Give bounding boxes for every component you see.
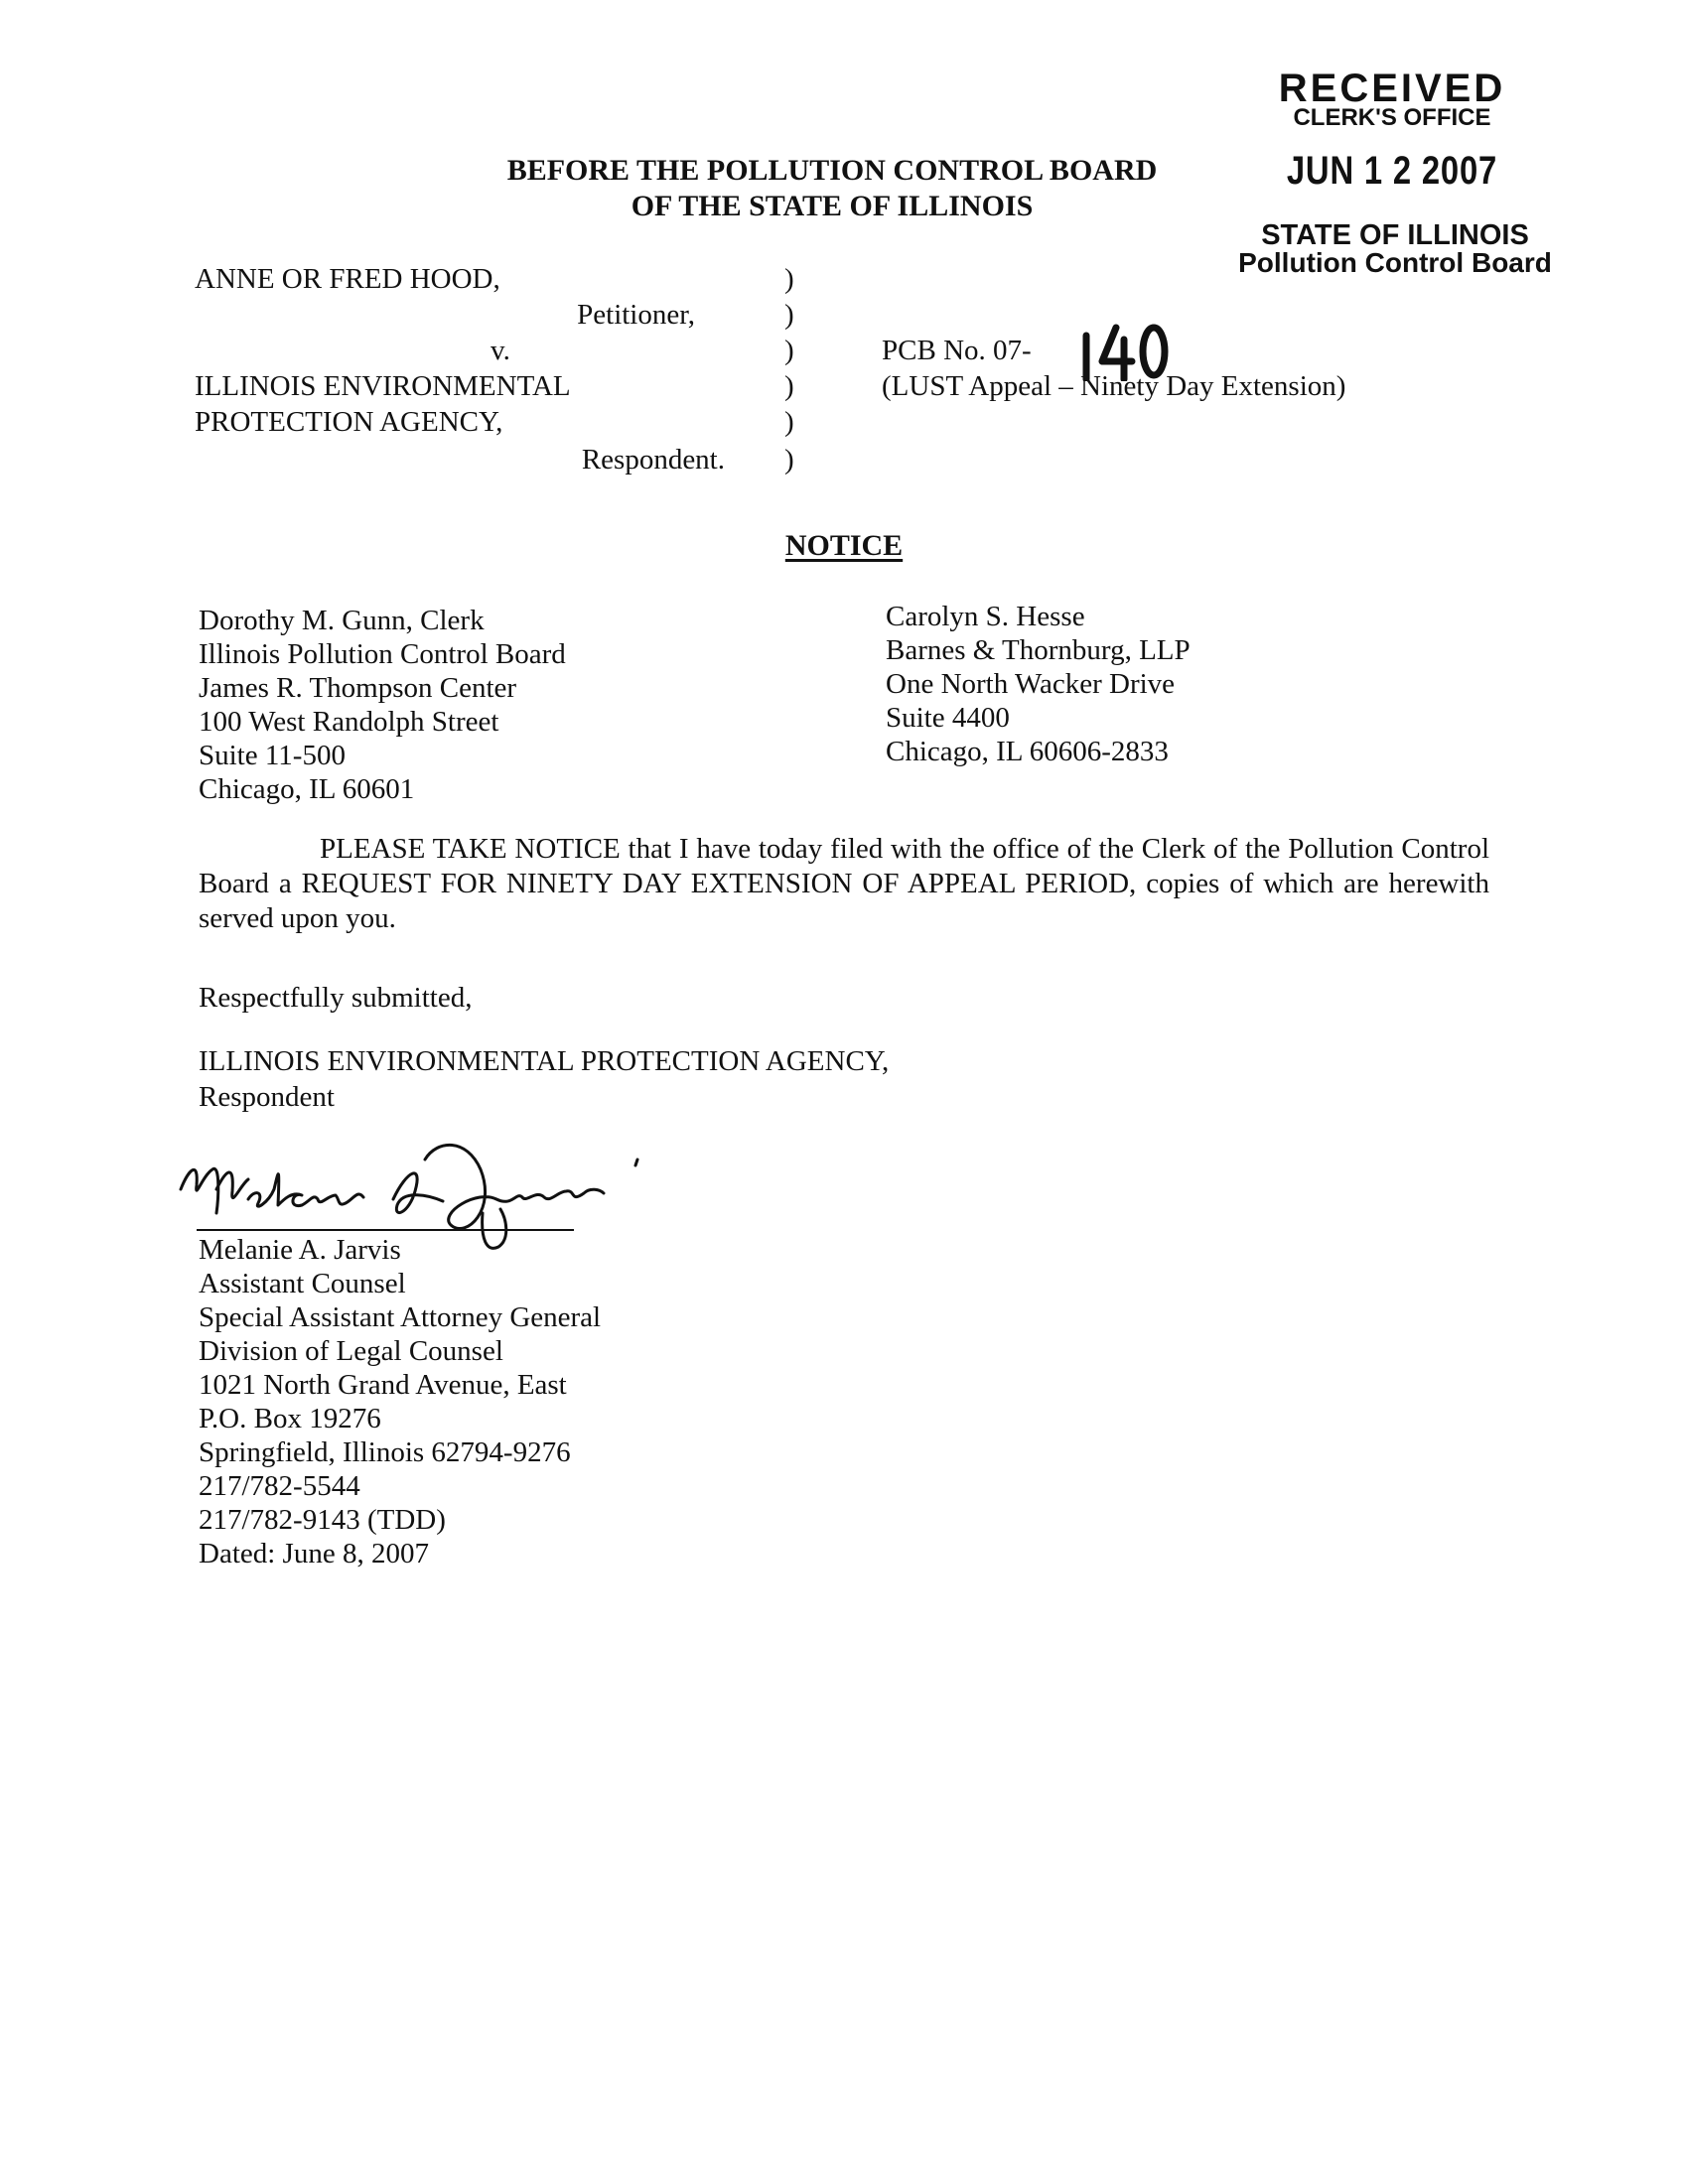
addressee-line: Carolyn S. Hesse	[886, 601, 1085, 632]
respondent-line-1: ILLINOIS ENVIRONMENTAL	[195, 370, 571, 402]
closing-agency: ILLINOIS ENVIRONMENTAL PROTECTION AGENCY,	[199, 1045, 890, 1077]
heading-line-1: BEFORE THE POLLUTION CONTROL BOARD	[506, 154, 1158, 187]
heading-line-2: OF THE STATE OF ILLINOIS	[631, 190, 1034, 222]
signer-line: Division of Legal Counsel	[199, 1335, 503, 1367]
addressee-line: 100 West Randolph Street	[199, 706, 499, 738]
stamp-clerks-office: CLERK'S OFFICE	[1293, 104, 1491, 131]
versus: v.	[491, 335, 510, 366]
signer-dated: Dated: June 8, 2007	[199, 1538, 429, 1570]
addressee-line: Chicago, IL 60601	[199, 773, 415, 805]
petitioner-name: ANNE OR FRED HOOD,	[195, 263, 500, 295]
caption-paren: )	[784, 263, 794, 295]
notice-title: NOTICE	[784, 529, 904, 562]
signer-line: 217/782-5544	[199, 1470, 360, 1502]
addressee-line: Suite 4400	[886, 702, 1010, 734]
addressee-line: Dorothy M. Gunn, Clerk	[199, 605, 485, 636]
addressee-line: Barnes & Thornburg, LLP	[886, 634, 1191, 666]
addressee-line: Chicago, IL 60606-2833	[886, 736, 1169, 767]
stamp-state: STATE OF ILLINOIS	[1261, 219, 1529, 251]
addressee-line: James R. Thompson Center	[199, 672, 517, 704]
case-number-prefix: PCB No. 07-	[882, 335, 1032, 366]
signature-line	[197, 1229, 574, 1231]
caption-paren: )	[784, 406, 794, 438]
respectfully-submitted: Respectfully submitted,	[199, 982, 473, 1014]
signer-line: Assistant Counsel	[199, 1268, 406, 1299]
respondent-label: Respondent.	[581, 444, 725, 476]
addressee-line: One North Wacker Drive	[886, 668, 1176, 700]
addressee-left	[199, 604, 566, 806]
caption-paren: )	[784, 370, 794, 402]
signer-line: Springfield, Illinois 62794-9276	[199, 1436, 571, 1468]
addressee-line: Illinois Pollution Control Board	[199, 638, 566, 670]
signer-block	[199, 1233, 601, 1570]
closing-role: Respondent	[199, 1081, 335, 1113]
signer-line: P.O. Box 19276	[199, 1403, 381, 1434]
signer-line: 217/782-9143 (TDD)	[199, 1504, 446, 1536]
signer-line: 1021 North Grand Avenue, East	[199, 1369, 567, 1401]
caption-paren: )	[784, 335, 794, 366]
stamp-received: RECEIVED	[1278, 67, 1506, 110]
signer-name: Melanie A. Jarvis	[199, 1234, 401, 1266]
stamp-board: Pollution Control Board	[1238, 247, 1552, 278]
case-type: (LUST Appeal – Ninety Day Extension)	[882, 370, 1346, 402]
respondent-line-2: PROTECTION AGENCY,	[195, 406, 503, 438]
addressee-line: Suite 11-500	[199, 740, 346, 771]
petitioner-label: Petitioner,	[577, 299, 695, 331]
notice-body: PLEASE TAKE NOTICE that I have today filed with the office of the Clerk of the Pollution Control Board a REQUEST FOR NINETY DAY EXTENSION OF APPEAL PERIOD, copies of which are herewith served upon you.	[199, 833, 1489, 934]
addressee-right	[886, 600, 1191, 768]
signer-line: Special Assistant Attorney General	[199, 1301, 602, 1333]
caption-paren: )	[784, 299, 794, 331]
caption-paren: )	[784, 444, 794, 476]
stamp-date: JUN 1 2 2007	[1286, 149, 1498, 193]
